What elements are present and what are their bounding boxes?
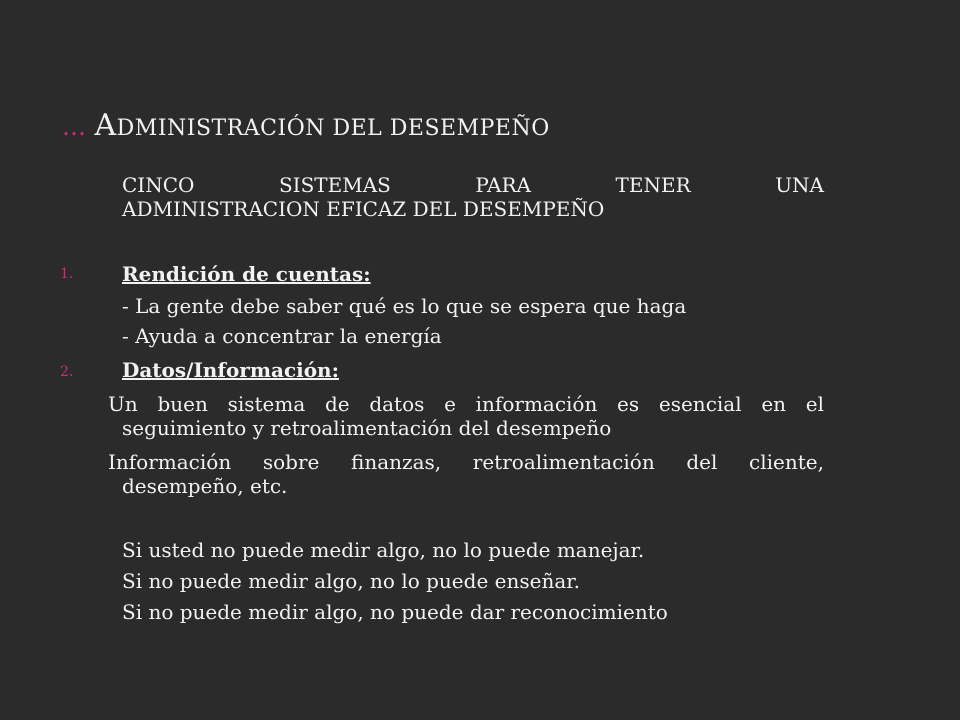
- title-ellipsis: …: [62, 113, 87, 141]
- item-2-paragraph-1: [108, 392, 824, 440]
- closing-line-2: Si no puede medir algo, no lo puede enseñar.: [122, 569, 580, 593]
- list-number-2: 2.: [60, 364, 74, 380]
- list-number-1: 1.: [60, 266, 74, 282]
- item-heading-rendicion: Rendición de cuentas:: [122, 262, 371, 286]
- closing-line-3: Si no puede medir algo, no puede dar reconocimiento: [122, 600, 668, 624]
- item-heading-datos: Datos/Información:: [122, 358, 339, 382]
- paragraph-1-line-2: seguimiento y retroalimentación del desempeño: [122, 416, 612, 440]
- slide-title: [62, 108, 550, 143]
- title-initial: A: [94, 108, 117, 143]
- title-rest: DMINISTRACIÓN DEL DESEMPEÑO: [116, 116, 550, 141]
- item-1-point-2: - Ayuda a concentrar la energía: [122, 324, 442, 348]
- paragraph-2-line-2: desempeño, etc.: [122, 474, 288, 498]
- paragraph-2-line-1: Información sobre finanzas, retroalimentación del cliente,: [108, 450, 824, 474]
- item-1-point-1: - La gente debe saber qué es lo que se espera que haga: [122, 294, 687, 318]
- subtitle-line-1: CINCO SISTEMAS PARA TENER UNA: [122, 173, 824, 197]
- closing-line-1: Si usted no puede medir algo, no lo puede manejar.: [122, 538, 645, 562]
- subtitle-line-2: ADMINISTRACION EFICAZ DEL DESEMPEÑO: [122, 197, 605, 221]
- paragraph-1-line-1: Un buen sistema de datos e información es esencial en el: [108, 392, 824, 416]
- item-2-paragraph-2: [108, 450, 824, 498]
